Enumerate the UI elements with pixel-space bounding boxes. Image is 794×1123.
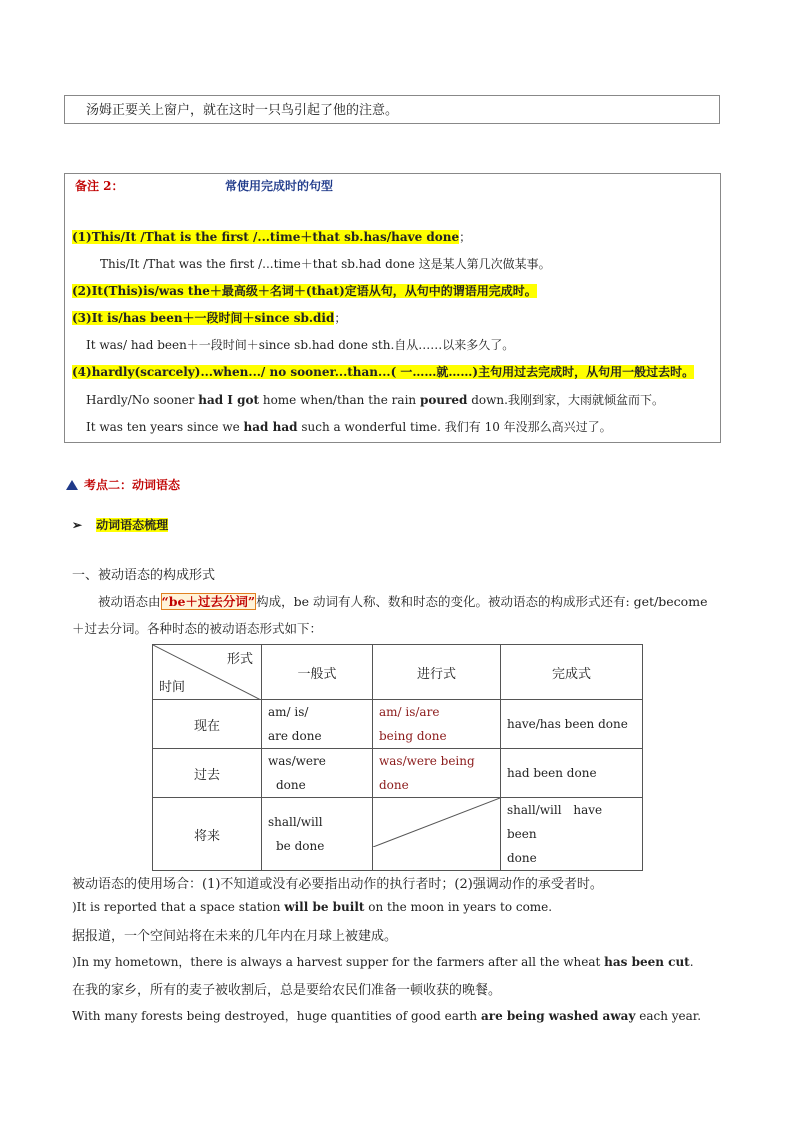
ex-text: )In my hometown，there is always a harvest supper for the farmers after all the wheat bbox=[72, 955, 605, 969]
cell-line: done bbox=[379, 778, 409, 792]
cell-perfect bbox=[501, 700, 643, 749]
row-label: 过去 bbox=[153, 749, 262, 798]
usage-example-2-cn: 在我的家乡，所有的麦子被收割后，总是要给农民们准备一顿收获的晚餐。 bbox=[72, 983, 502, 998]
ex-text: home when/than the rain bbox=[259, 393, 420, 407]
note-title: 常使用完成时的句型 bbox=[225, 179, 334, 193]
part-heading: 一、被动语态的构成形式 bbox=[72, 568, 216, 583]
subsection-heading bbox=[72, 516, 168, 533]
cell-perfect bbox=[501, 749, 643, 798]
box-sentence: 汤姆正要关上窗户，就在这时一只鸟引起了他的注意。 bbox=[86, 103, 399, 118]
cell-line: are done bbox=[268, 729, 322, 743]
corner-bottom: 时间 bbox=[159, 680, 186, 695]
cell-line: am/ is/ bbox=[268, 705, 309, 719]
ex-bold: poured bbox=[419, 393, 468, 407]
cell-line: be done bbox=[276, 839, 325, 853]
cell-progressive bbox=[373, 700, 501, 749]
para-text: 构成，be 动词有人称、数和时态的变化。被动语态的构成形式还有: get/become bbox=[256, 594, 708, 609]
subsection-title: 动词语态梳理 bbox=[96, 518, 169, 532]
pattern-3-highlight: (3)It is/has been＋一段时间＋since sb.did bbox=[72, 311, 335, 325]
ex-text: With many forests being destroyed，huge quantities of good earth bbox=[72, 1009, 481, 1023]
pattern-3 bbox=[72, 309, 346, 326]
pattern-2-highlight: (2)It(This)is/was the＋最高级＋名词＋(that)定语从句，从句中的谓语用完成时。 bbox=[72, 284, 537, 298]
table-row bbox=[153, 749, 643, 798]
pattern-4 bbox=[72, 363, 694, 380]
header-progressive: 进行式 bbox=[373, 645, 501, 700]
ex-text: such a wonderful time. 我们有 10 年没那么高兴过了。 bbox=[297, 420, 612, 434]
diagonal-line bbox=[373, 798, 500, 847]
note-label: 备注 2： bbox=[75, 179, 124, 193]
para-text: 被动语态由 bbox=[98, 594, 161, 609]
cell-line: shall/will have been bbox=[507, 803, 603, 841]
ex-text: on the moon in years to come. bbox=[364, 900, 553, 914]
row-label: 现在 bbox=[153, 700, 262, 749]
cell-perfect bbox=[501, 798, 643, 871]
cell-empty bbox=[373, 798, 501, 871]
arrow-icon: ➢ bbox=[72, 518, 83, 532]
row-label: 将来 bbox=[153, 798, 262, 871]
ex-bold: are being washed away bbox=[480, 1009, 636, 1023]
ex-text: each year. bbox=[635, 1009, 702, 1023]
para-highlight: “be＋过去分词” bbox=[161, 594, 256, 609]
ex-text: Hardly/No sooner bbox=[86, 393, 199, 407]
pattern-4-example bbox=[86, 391, 664, 408]
table-row bbox=[153, 700, 643, 749]
ex-text: . bbox=[689, 955, 694, 969]
ex-bold: had I got bbox=[198, 393, 260, 407]
cell-line: done bbox=[276, 778, 306, 792]
usage-example-1-cn: 据报道，一个空间站将在未来的几年内在月球上被建成。 bbox=[72, 929, 398, 944]
usage-example-1 bbox=[72, 900, 552, 914]
pattern-1-example: This/It /That was the first /...time＋that sb.had done 这是某人第几次做某事。 bbox=[100, 257, 551, 271]
cell-line: had been done bbox=[507, 766, 597, 780]
table-corner bbox=[153, 645, 262, 700]
cell-line: done bbox=[507, 851, 537, 865]
usage-line: 被动语态的使用场合：(1)不知道或没有必要指出动作的执行者时；(2)强调动作的承受者时。 bbox=[72, 877, 603, 892]
ex-bold: has been cut bbox=[604, 955, 690, 969]
pattern-3-example: It was/ had been＋一段时间＋since sb.had done sth.自从……以来多久了。 bbox=[86, 338, 515, 352]
ex-bold: will be built bbox=[284, 900, 365, 914]
usage-example-2 bbox=[72, 953, 694, 970]
cell-line: have/has been done bbox=[507, 717, 628, 731]
header-perfect: 完成式 bbox=[501, 645, 643, 700]
cell-line: was/were being bbox=[379, 754, 475, 768]
corner-top: 形式 bbox=[226, 652, 253, 667]
section-heading bbox=[66, 476, 180, 493]
cell-simple bbox=[262, 798, 373, 871]
cell-line: shall/will bbox=[268, 815, 323, 829]
section-title: 考点二：动词语态 bbox=[84, 478, 181, 492]
triangle-icon bbox=[66, 480, 78, 490]
pattern-2 bbox=[72, 282, 537, 299]
cell-simple bbox=[262, 749, 373, 798]
part-paragraph bbox=[98, 592, 707, 610]
ex-text: )It is reported that a space station bbox=[72, 900, 285, 914]
pattern-1-highlight: (1)This/It /That is the first /...time＋that sb.has/have done bbox=[72, 230, 460, 244]
ex-text: It was ten years since we bbox=[86, 420, 244, 434]
cell-line: am/ is/are bbox=[379, 705, 440, 719]
cell-progressive bbox=[373, 749, 501, 798]
header-simple: 一般式 bbox=[262, 645, 373, 700]
cell-line: was/were bbox=[268, 754, 326, 768]
pattern-1-tail: ； bbox=[459, 230, 472, 244]
pattern-5-example bbox=[86, 418, 612, 435]
usage-example-3 bbox=[72, 1007, 701, 1024]
table-row bbox=[153, 798, 643, 871]
pattern-4-highlight: (4)hardly(scarcely)...when.../ no sooner...than...( 一……就……)主句用过去完成时，从句用一般过去时。 bbox=[72, 365, 695, 379]
pattern-3-tail: ； bbox=[334, 311, 347, 325]
ex-text: down.我刚到家，大雨就倾盆而下。 bbox=[467, 393, 664, 407]
pattern-1 bbox=[72, 228, 471, 245]
part-paragraph-2: ＋过去分词。各种时态的被动语态形式如下： bbox=[72, 621, 323, 636]
passive-voice-table bbox=[152, 644, 643, 871]
cell-line: being done bbox=[379, 729, 447, 743]
ex-bold: had had bbox=[243, 420, 298, 434]
cell-simple bbox=[262, 700, 373, 749]
